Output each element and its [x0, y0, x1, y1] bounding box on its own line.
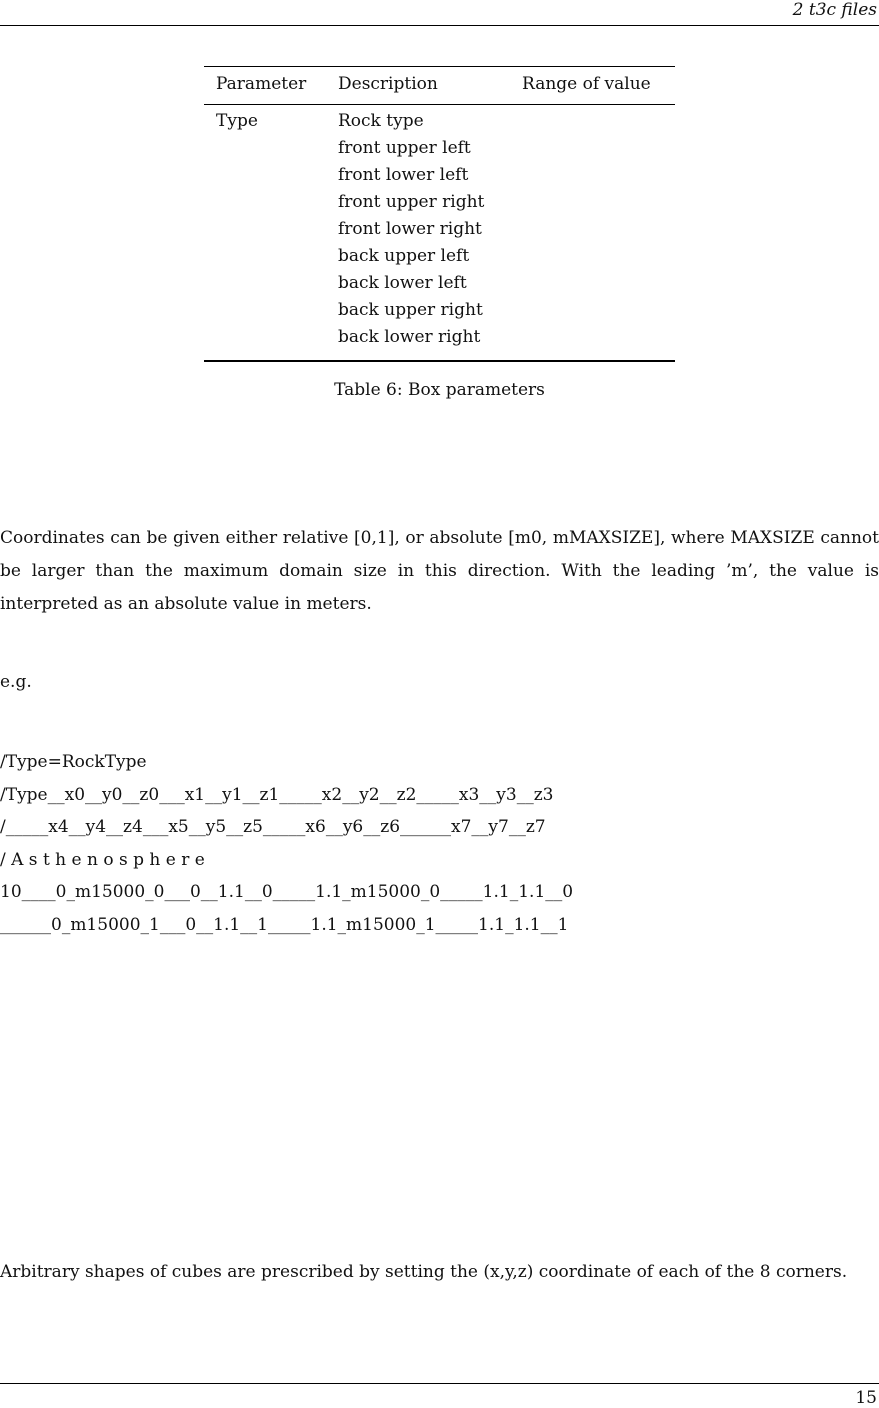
cell-description: back lower left	[338, 273, 467, 293]
example-label: e.g.	[0, 672, 32, 692]
table-row	[204, 165, 675, 192]
table-row	[204, 138, 675, 165]
shapes-paragraph: Arbitrary shapes of cubes are prescribed by setting the (x,y,z) coordinate of each of the 8 corners.	[0, 1262, 848, 1282]
table-row	[204, 111, 675, 138]
cell-parameter: Type	[216, 111, 258, 131]
table-caption: Table 6: Box parameters	[334, 380, 545, 400]
coordinates-paragraph: Coordinates can be given either relative [0,1], or absolute [m0, mMAXSIZE], where MAXSIZE cannot be larger than the maximum domain size in this direction. With the leading ’m’, the value is interpreted as an absolute value in meters.	[0, 528, 879, 614]
table-row	[204, 300, 675, 327]
table-row	[204, 219, 675, 246]
code-line: ______0_m15000_1___0__1.1__1_____1.1_m15000_1_____1.1_1.1__1	[0, 914, 569, 935]
cell-description: front lower left	[338, 165, 469, 185]
code-line: / A s t h e n o s p h e r e	[0, 849, 205, 870]
box-parameters-table	[204, 66, 675, 362]
table-row	[204, 192, 675, 219]
column-header-range: Range of value	[522, 74, 651, 94]
cell-description: back lower right	[338, 327, 481, 347]
cell-description: front upper left	[338, 138, 471, 158]
table-header-row	[204, 67, 675, 105]
running-header	[0, 0, 879, 26]
table-body	[204, 105, 675, 360]
page-footer	[0, 1383, 879, 1408]
page-number: 15	[855, 1388, 877, 1408]
running-title: 2 t3c files	[792, 0, 877, 20]
cell-description: front upper right	[338, 192, 485, 212]
cell-description: back upper left	[338, 246, 470, 266]
column-header-description: Description	[338, 74, 438, 94]
table-row	[204, 273, 675, 300]
cell-description: back upper right	[338, 300, 483, 320]
cell-description: Rock type	[338, 111, 424, 131]
code-line: /Type__x0__y0__z0___x1__y1__z1_____x2__y2__z2_____x3__y3__z3	[0, 784, 554, 805]
cell-description: front lower right	[338, 219, 482, 239]
column-header-parameter: Parameter	[216, 74, 307, 94]
code-example-block	[0, 746, 870, 941]
table-row	[204, 246, 675, 273]
code-line: /_____x4__y4__z4___x5__y5__z5_____x6__y6__z6______x7__y7__z7	[0, 817, 546, 837]
table-row	[204, 327, 675, 354]
code-line: 10____0_m15000_0___0__1.1__0_____1.1_m15000_0_____1.1_1.1__0	[0, 882, 574, 902]
code-line: /Type=RockType	[0, 752, 147, 772]
